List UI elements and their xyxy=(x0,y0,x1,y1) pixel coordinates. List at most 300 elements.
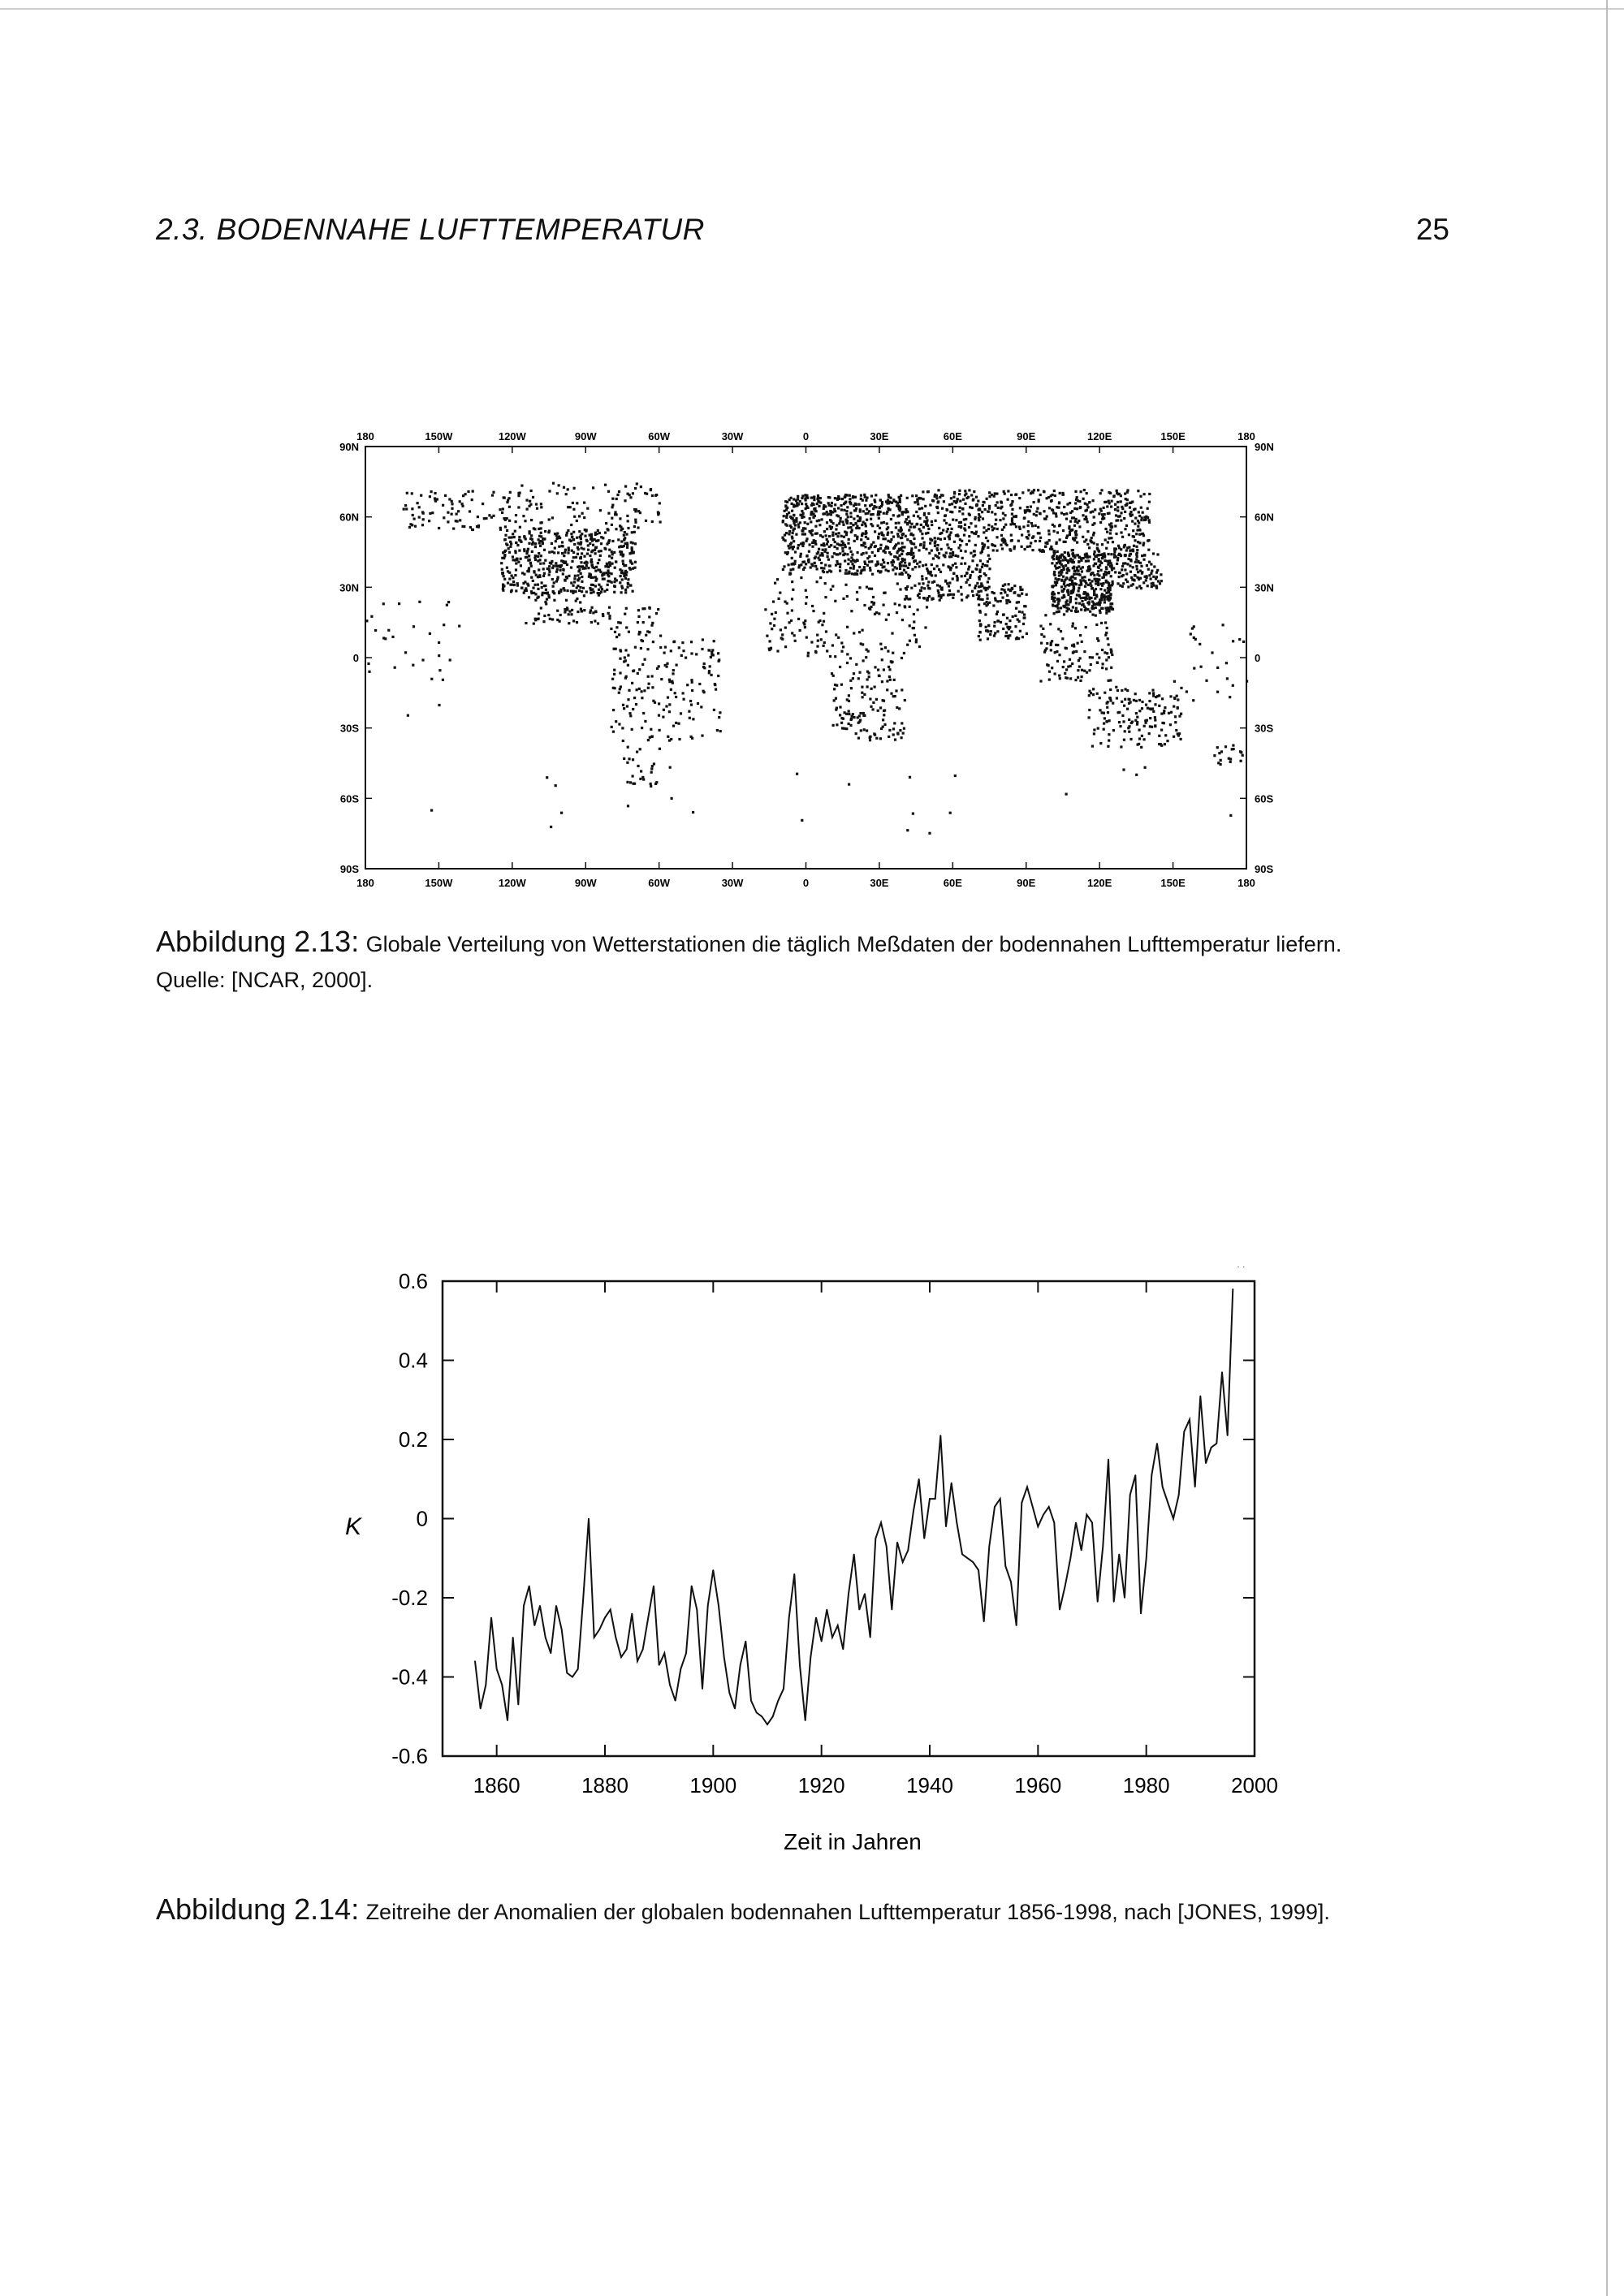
station-dot xyxy=(1057,602,1060,605)
station-dot xyxy=(638,688,641,690)
station-dot xyxy=(1089,555,1091,558)
station-dot xyxy=(831,502,833,504)
station-dot xyxy=(1006,594,1009,597)
station-dot xyxy=(992,549,995,551)
station-dot xyxy=(797,498,799,500)
station-dot xyxy=(1108,553,1110,555)
station-dot xyxy=(519,492,521,494)
station-dot xyxy=(1069,601,1071,603)
station-dot xyxy=(813,496,815,498)
station-dot xyxy=(1112,702,1114,705)
station-dot xyxy=(820,562,823,564)
station-dot xyxy=(594,585,597,587)
station-dot xyxy=(1069,579,1071,581)
station-dot xyxy=(968,540,970,542)
station-dot xyxy=(1211,651,1213,654)
station-dot xyxy=(626,705,628,707)
station-dot xyxy=(935,497,938,499)
station-dot xyxy=(776,578,779,580)
station-dot xyxy=(421,658,424,661)
station-dot xyxy=(669,766,672,769)
station-dot xyxy=(897,542,900,545)
station-dot xyxy=(1190,632,1192,635)
station-dot xyxy=(968,566,970,568)
station-dot xyxy=(1084,609,1086,611)
station-dot xyxy=(886,680,888,682)
station-dot xyxy=(514,530,516,533)
station-dot xyxy=(1057,607,1060,610)
station-dot xyxy=(821,624,823,626)
station-dot xyxy=(597,622,599,624)
station-dot xyxy=(1193,625,1195,628)
station-dot xyxy=(1142,511,1144,514)
station-dot xyxy=(624,589,627,591)
station-dot xyxy=(1095,563,1097,565)
station-dot xyxy=(1129,701,1132,703)
data-point xyxy=(718,1605,719,1607)
station-dot xyxy=(939,538,942,541)
station-dot xyxy=(626,762,628,764)
figure-2-14-label: Abbildung 2.14: xyxy=(156,1892,360,1926)
station-dot xyxy=(830,528,832,530)
station-dot xyxy=(1150,563,1152,565)
station-dot xyxy=(988,507,991,510)
station-dot xyxy=(517,506,520,508)
station-dot xyxy=(1027,520,1030,523)
station-dot xyxy=(1075,602,1078,604)
station-dot xyxy=(883,521,885,524)
station-dot xyxy=(534,599,537,602)
station-dot xyxy=(597,562,599,564)
station-dot xyxy=(611,563,613,565)
x-tick-label: 1980 xyxy=(1122,1773,1170,1798)
station-dot xyxy=(1004,493,1006,495)
station-dot xyxy=(877,570,879,572)
station-dot xyxy=(648,683,650,685)
station-dot xyxy=(471,498,473,501)
station-dot xyxy=(1148,493,1151,495)
station-dot xyxy=(1095,588,1097,590)
station-dot xyxy=(952,551,954,554)
station-dot xyxy=(631,682,633,684)
data-point xyxy=(875,1538,877,1539)
station-dot xyxy=(1111,500,1113,503)
station-dot xyxy=(1048,671,1051,673)
station-dot xyxy=(577,553,579,555)
station-dot xyxy=(840,684,843,686)
station-dot xyxy=(834,684,836,686)
station-dot xyxy=(553,551,555,554)
station-dot xyxy=(1013,547,1016,550)
station-dot xyxy=(1121,568,1123,571)
station-dot xyxy=(1152,695,1155,697)
station-dot xyxy=(978,513,980,516)
station-dot xyxy=(447,511,449,514)
data-point xyxy=(805,1720,806,1721)
station-dot xyxy=(957,555,959,558)
station-dot xyxy=(1066,568,1069,571)
station-dot xyxy=(443,516,445,519)
station-dot xyxy=(701,735,703,737)
station-dot xyxy=(1099,602,1102,604)
station-dot xyxy=(1095,580,1097,582)
station-dot xyxy=(1074,679,1077,681)
figure-2-13-caption xyxy=(156,924,1455,998)
station-dot xyxy=(878,612,880,615)
station-dot xyxy=(539,545,542,547)
station-dot xyxy=(1055,581,1057,584)
station-dot xyxy=(601,574,603,576)
station-dot xyxy=(550,563,552,565)
station-dot xyxy=(1051,640,1053,642)
station-dot xyxy=(1103,723,1105,725)
station-dot xyxy=(564,551,566,554)
station-dot xyxy=(1007,490,1009,492)
station-dot xyxy=(1129,564,1131,567)
data-point xyxy=(1227,1435,1229,1436)
station-dot xyxy=(901,558,904,560)
station-dot xyxy=(1116,582,1119,585)
station-dot xyxy=(951,528,953,530)
station-dot xyxy=(528,568,530,571)
station-dot xyxy=(797,547,799,550)
station-dot xyxy=(1147,568,1150,571)
station-dot xyxy=(996,528,999,530)
station-dot xyxy=(542,575,545,577)
station-dot xyxy=(794,560,797,563)
station-dot xyxy=(1079,680,1082,682)
station-dot xyxy=(1040,633,1043,636)
station-dot xyxy=(670,738,672,740)
station-dot xyxy=(611,550,613,553)
station-dot xyxy=(780,628,782,631)
station-dot xyxy=(1118,546,1121,549)
station-dot xyxy=(988,491,991,494)
station-dot xyxy=(987,637,989,640)
station-dot xyxy=(928,552,931,555)
station-dot xyxy=(859,712,862,714)
station-dot xyxy=(987,587,989,589)
station-dot xyxy=(1056,567,1059,569)
station-dot xyxy=(678,738,680,740)
station-dot xyxy=(1107,711,1109,714)
station-dot xyxy=(978,603,980,606)
station-dot xyxy=(607,584,609,586)
station-dot xyxy=(868,675,870,678)
station-dot xyxy=(1033,501,1035,503)
station-dot xyxy=(801,503,803,505)
station-dot xyxy=(843,509,845,511)
station-dot xyxy=(866,564,869,567)
map-bottom-label: 120W xyxy=(498,877,526,889)
station-dot xyxy=(556,568,559,571)
station-dot xyxy=(1073,573,1075,576)
station-dot xyxy=(978,585,980,588)
station-dot xyxy=(612,687,615,689)
station-dot xyxy=(1107,581,1109,584)
station-dot xyxy=(618,546,620,548)
station-dot xyxy=(647,739,650,741)
map-top-label: 0 xyxy=(802,430,810,442)
station-dot xyxy=(785,532,788,534)
station-dot xyxy=(862,696,864,698)
station-dot xyxy=(991,529,994,531)
station-dot xyxy=(975,496,978,498)
station-dot xyxy=(978,594,980,597)
station-dot xyxy=(422,518,425,520)
station-dot xyxy=(805,602,807,605)
station-dot xyxy=(899,588,901,590)
station-dot xyxy=(948,535,950,537)
data-point xyxy=(632,1613,633,1615)
data-point xyxy=(1119,1554,1121,1556)
map-left-label: 90S xyxy=(339,863,359,875)
station-dot xyxy=(1142,533,1144,535)
station-dot xyxy=(974,544,977,546)
station-dot xyxy=(654,783,657,785)
station-dot xyxy=(1222,624,1224,626)
station-dot xyxy=(1081,669,1083,671)
station-dot xyxy=(533,556,536,559)
station-dot xyxy=(1047,496,1050,498)
station-dot xyxy=(794,505,797,507)
station-dot xyxy=(815,510,818,512)
station-dot xyxy=(1110,537,1112,539)
station-dot xyxy=(615,636,618,638)
data-point xyxy=(507,1720,508,1721)
station-dot xyxy=(784,539,787,542)
station-dot xyxy=(1166,740,1168,742)
station-dot xyxy=(542,620,545,623)
station-dot xyxy=(927,528,930,530)
station-dot xyxy=(667,697,669,699)
station-dot xyxy=(869,608,871,611)
data-point xyxy=(1070,1558,1072,1560)
station-dot xyxy=(766,635,768,637)
station-dot xyxy=(651,675,654,677)
station-dot xyxy=(823,641,826,644)
station-dot xyxy=(945,508,948,511)
station-dot xyxy=(859,516,862,519)
station-dot xyxy=(921,586,923,589)
station-dot xyxy=(1096,548,1099,550)
station-dot xyxy=(572,585,574,587)
station-dot xyxy=(436,498,438,500)
station-dot xyxy=(623,564,625,567)
station-dot xyxy=(908,529,910,531)
station-dot xyxy=(994,513,996,516)
station-dot xyxy=(833,688,836,690)
station-dot xyxy=(580,572,582,575)
station-dot xyxy=(1130,576,1133,579)
station-dot xyxy=(959,544,961,546)
station-dot xyxy=(792,589,794,591)
station-dot xyxy=(1131,520,1134,523)
station-dot xyxy=(908,576,910,579)
station-dot xyxy=(978,590,980,593)
station-dot xyxy=(1141,707,1143,710)
station-dot xyxy=(535,574,538,576)
station-dot xyxy=(944,515,946,517)
map-bottom-label: 180 xyxy=(356,877,374,889)
station-dot xyxy=(1066,589,1069,592)
station-dot xyxy=(834,655,836,658)
data-point xyxy=(762,1716,763,1718)
station-dot xyxy=(940,548,943,550)
station-dot xyxy=(981,511,983,513)
station-dot xyxy=(1070,583,1073,585)
station-dot xyxy=(1074,610,1077,612)
station-dot xyxy=(1086,530,1089,533)
station-dot xyxy=(925,563,927,566)
station-dot xyxy=(782,520,784,522)
station-dot xyxy=(1109,602,1112,605)
station-dot xyxy=(625,571,628,573)
station-dot xyxy=(888,675,891,678)
station-dot xyxy=(1066,599,1069,602)
station-dot xyxy=(637,765,639,767)
station-dot xyxy=(931,520,933,523)
station-dot xyxy=(1062,576,1065,578)
station-dot xyxy=(801,542,804,544)
station-dot xyxy=(1111,525,1113,528)
station-dot xyxy=(897,522,900,524)
station-dot xyxy=(813,498,815,501)
station-dot xyxy=(1078,594,1081,597)
station-dot xyxy=(625,574,628,576)
station-dot xyxy=(907,567,909,569)
station-dot xyxy=(650,783,652,785)
map-top-label: 180 xyxy=(1237,430,1255,442)
station-dot xyxy=(830,513,832,516)
station-dot xyxy=(814,650,817,653)
station-dot xyxy=(567,551,569,554)
station-dot xyxy=(797,618,800,620)
data-point xyxy=(1005,1565,1007,1567)
station-dot xyxy=(853,540,856,542)
data-point xyxy=(967,1558,969,1560)
station-dot xyxy=(1065,647,1068,650)
station-dot xyxy=(927,580,930,583)
station-dot xyxy=(797,526,800,529)
station-dot xyxy=(917,503,919,505)
station-dot xyxy=(883,512,885,515)
station-dot xyxy=(1143,516,1146,519)
station-dot xyxy=(891,531,893,533)
station-dot xyxy=(954,775,957,777)
station-dot xyxy=(978,571,981,573)
station-dot xyxy=(594,570,597,572)
y-tick-labels xyxy=(391,1269,428,1768)
station-dot xyxy=(619,658,621,660)
station-dot xyxy=(532,496,534,498)
station-dot xyxy=(976,564,978,567)
station-dot xyxy=(1037,526,1039,529)
station-dot xyxy=(1065,793,1068,796)
station-dot xyxy=(1029,510,1031,512)
station-dot xyxy=(1173,680,1176,683)
station-dot xyxy=(1116,509,1119,511)
station-dot xyxy=(508,578,511,580)
station-dot xyxy=(901,553,903,555)
station-dot xyxy=(1005,623,1008,625)
station-dot xyxy=(540,503,542,505)
station-dot xyxy=(618,723,620,725)
station-dot xyxy=(1093,558,1095,560)
station-dot xyxy=(1084,580,1086,582)
data-point xyxy=(810,1656,812,1658)
station-dot xyxy=(958,490,961,492)
station-dot xyxy=(418,516,421,519)
station-dot xyxy=(895,543,897,546)
station-dot xyxy=(1059,677,1061,680)
station-dot xyxy=(926,490,929,493)
station-dot xyxy=(1109,597,1112,599)
station-dot xyxy=(826,528,828,530)
station-dot xyxy=(515,562,517,564)
station-dot xyxy=(805,563,807,565)
station-dot xyxy=(1174,715,1177,718)
station-dot xyxy=(1076,542,1078,544)
station-dot xyxy=(1093,732,1095,735)
station-dot xyxy=(1155,587,1158,589)
station-dot xyxy=(540,532,542,534)
station-dot xyxy=(659,729,661,732)
station-dot xyxy=(709,665,711,667)
station-dot xyxy=(909,606,911,608)
station-dot xyxy=(1036,507,1039,510)
station-dot xyxy=(883,550,885,552)
station-dot xyxy=(835,564,837,567)
station-dot xyxy=(561,552,564,555)
station-dot xyxy=(972,555,974,558)
station-dot xyxy=(1108,502,1111,504)
station-dot xyxy=(1019,528,1021,530)
station-dot xyxy=(1000,501,1002,503)
station-dot xyxy=(540,555,542,557)
station-dot xyxy=(1075,572,1078,575)
station-dot xyxy=(429,495,431,498)
station-dot xyxy=(632,758,634,761)
station-dot xyxy=(1017,637,1020,640)
station-dot xyxy=(807,654,810,657)
station-dot xyxy=(887,562,889,564)
station-dot xyxy=(823,542,825,545)
station-dot xyxy=(552,482,555,485)
data-point xyxy=(864,1593,866,1595)
station-dot xyxy=(651,494,654,497)
station-dot xyxy=(1005,602,1008,604)
station-dot xyxy=(1079,506,1082,508)
station-dot xyxy=(769,622,771,624)
station-dot xyxy=(883,723,886,726)
station-dot xyxy=(618,490,620,493)
station-dot xyxy=(994,545,996,547)
station-dot xyxy=(884,646,887,649)
x-tick-label: 1960 xyxy=(1014,1773,1062,1798)
station-dot xyxy=(659,520,662,523)
station-dot xyxy=(1120,745,1122,748)
station-dot xyxy=(1080,559,1082,562)
station-dot xyxy=(1180,713,1182,715)
station-dot xyxy=(611,524,613,526)
station-dot xyxy=(1086,598,1088,600)
station-dot xyxy=(831,511,834,513)
station-dot xyxy=(856,573,858,576)
station-dot xyxy=(617,538,620,541)
station-dot xyxy=(1021,636,1024,638)
station-dot xyxy=(615,498,618,500)
